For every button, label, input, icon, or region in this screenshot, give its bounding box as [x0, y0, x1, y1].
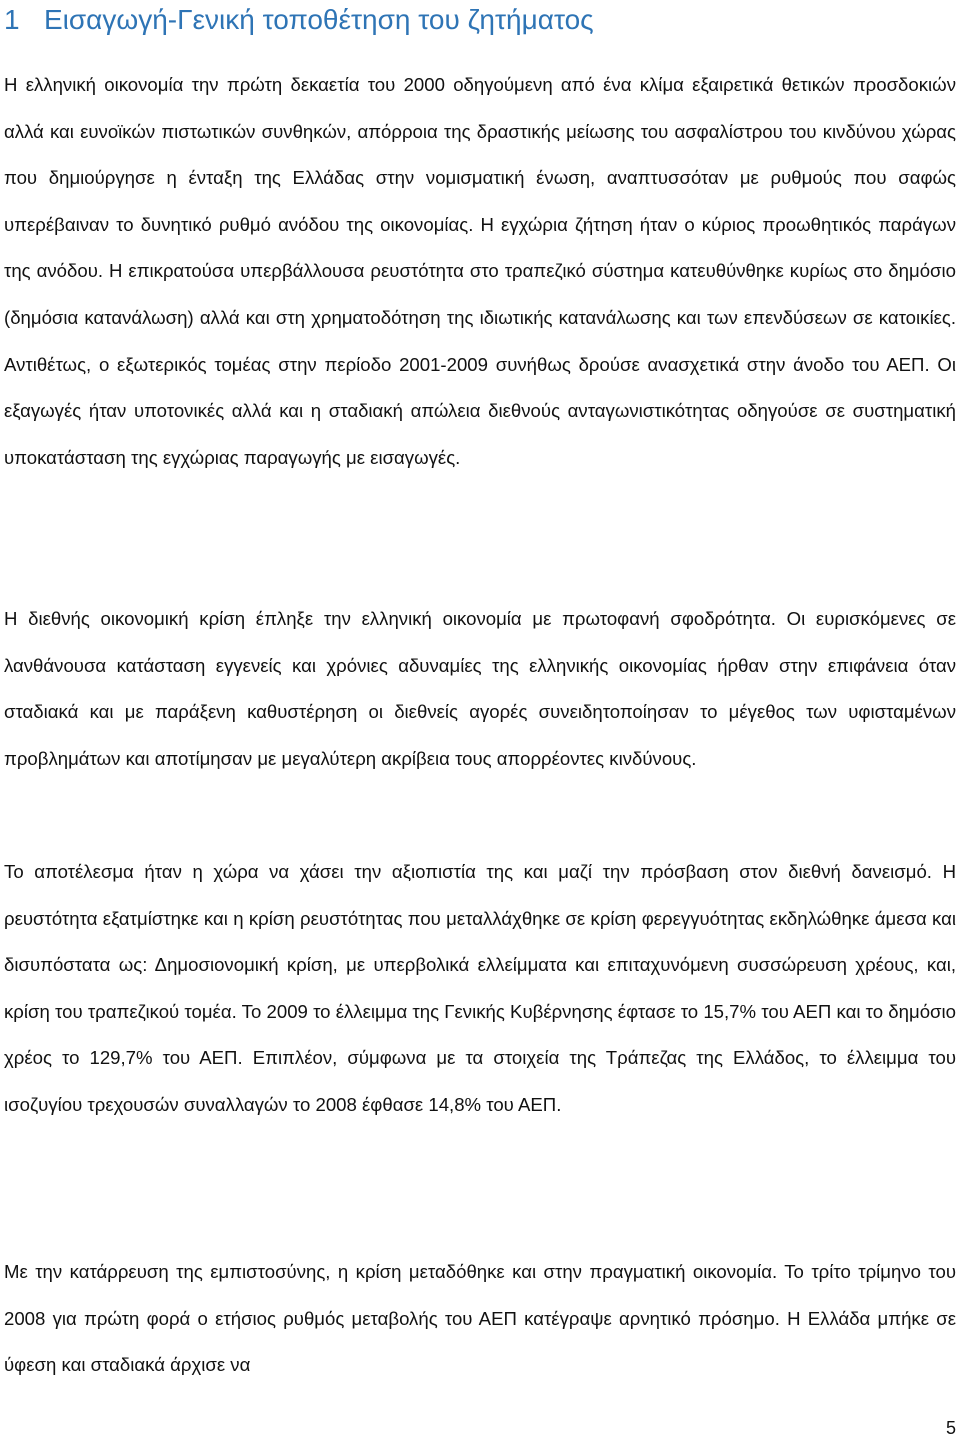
paragraph-3: Το αποτέλεσμα ήταν η χώρα να χάσει την αξιοπιστία της και μαζί την πρόσβαση στον διεθνή δανεισμό. Η ρευστότητα εξατμίστηκε και η κρίση ρευστότητας που μεταλλάχθηκε σε κρίση φερεγγυότητας εκδηλώθηκε άμεσα και δισυπόστατα ως: Δημοσιονομική κρίση, με υπερβολικά ελλείμματα και επιταχυνόμενη συσσώρευση χρέους, και, κρίση του τραπεζικού τομέα. Το 2009 το έλλειμμα της Γενικής Κυβέρνησης έφτασε το 15,7% του ΑΕΠ και το δημόσιο χρέος το 129,7% του ΑΕΠ. Επιπλέον, σύμφωνα με τα στοιχεία της Τράπεζας της Ελλάδος, το έλλειμμα του ισοζυγίου τρεχουσών συναλλαγών το 2008 έφθασε 14,8% του ΑΕΠ. — [4, 861, 956, 1115]
paragraph-4: Με την κατάρρευση της εμπιστοσύνης, η κρίση μεταδόθηκε και στην πραγματική οικονομία. Το τρίτο τρίμηνο του 2008 για πρώτη φορά ο ετήσιος ρυθμός μεταβολής του ΑΕΠ κατέγραψε αρνητικό πρόσημο. Η Ελλάδα μπήκε σε ύφεση και σταδιακά άρχισε να — [4, 1261, 956, 1376]
section-title: Εισαγωγή-Γενική τοποθέτηση του ζητήματος — [44, 4, 594, 35]
section-number: 1 — [4, 4, 20, 35]
paragraph-1: Η ελληνική οικονομία την πρώτη δεκαετία του 2000 οδηγούμενη από ένα κλίμα εξαιρετικά θετικών προσδοκιών αλλά και ευνοϊκών πιστωτικών συνθηκών, απόρροια της δραστικής μείωσης του ασφαλίστρου του κινδύνου χώρας που δημιούργησε η ένταξη της Ελλάδας στην νομισματική ένωση, αναπτυσσόταν με ρυθμούς που σαφώς υπερέβαιναν το δυνητικό ρυθμό ανόδου της οικονομίας. Η εγχώρια ζήτηση ήταν ο κύριος προωθητικός παράγων της ανόδου. Η επικρατούσα υπερβάλλουσα ρευστότητα στο τραπεζικό σύστημα κατευθύνθηκε κυρίως στο δημόσιο (δημόσια κατανάλωση) αλλά και στη χρηματοδότηση της ιδιωτικής κατανάλωσης και των επενδύσεων σε κατοικίες. Αντιθέτως, ο εξωτερικός τομέας στην περίοδο 2001-2009 συνήθως δρούσε ανασχετικά στην άνοδο του ΑΕΠ. Οι εξαγωγές ήταν υποτονικές αλλά και η σταδιακή απώλεια διεθνούς ανταγωνιστικότητας οδηγούσε σε συστηματική υποκατάσταση της εγχώριας παραγωγής με εισαγωγές. — [4, 74, 956, 468]
paragraph-2: Η διεθνής οικονομική κρίση έπληξε την ελληνική οικονομία με πρωτοφανή σφοδρότητα. Οι ευρισκόμενες σε λανθάνουσα κατάσταση εγγενείς και χρόνιες αδυναμίες της ελληνικής οικονομίας ήρθαν στην επιφάνεια όταν σταδιακά και με παράξενη καθυστέρηση οι διεθνείς αγορές συνειδητοποίησαν το μέγεθος των υφισταμένων προβλημάτων και αποτίμησαν με μεγαλύτερη ακρίβεια τους απορρέοντες κινδύνους. — [4, 608, 956, 769]
section-heading — [4, 2, 944, 38]
page-number: 5 — [945, 1418, 956, 1438]
